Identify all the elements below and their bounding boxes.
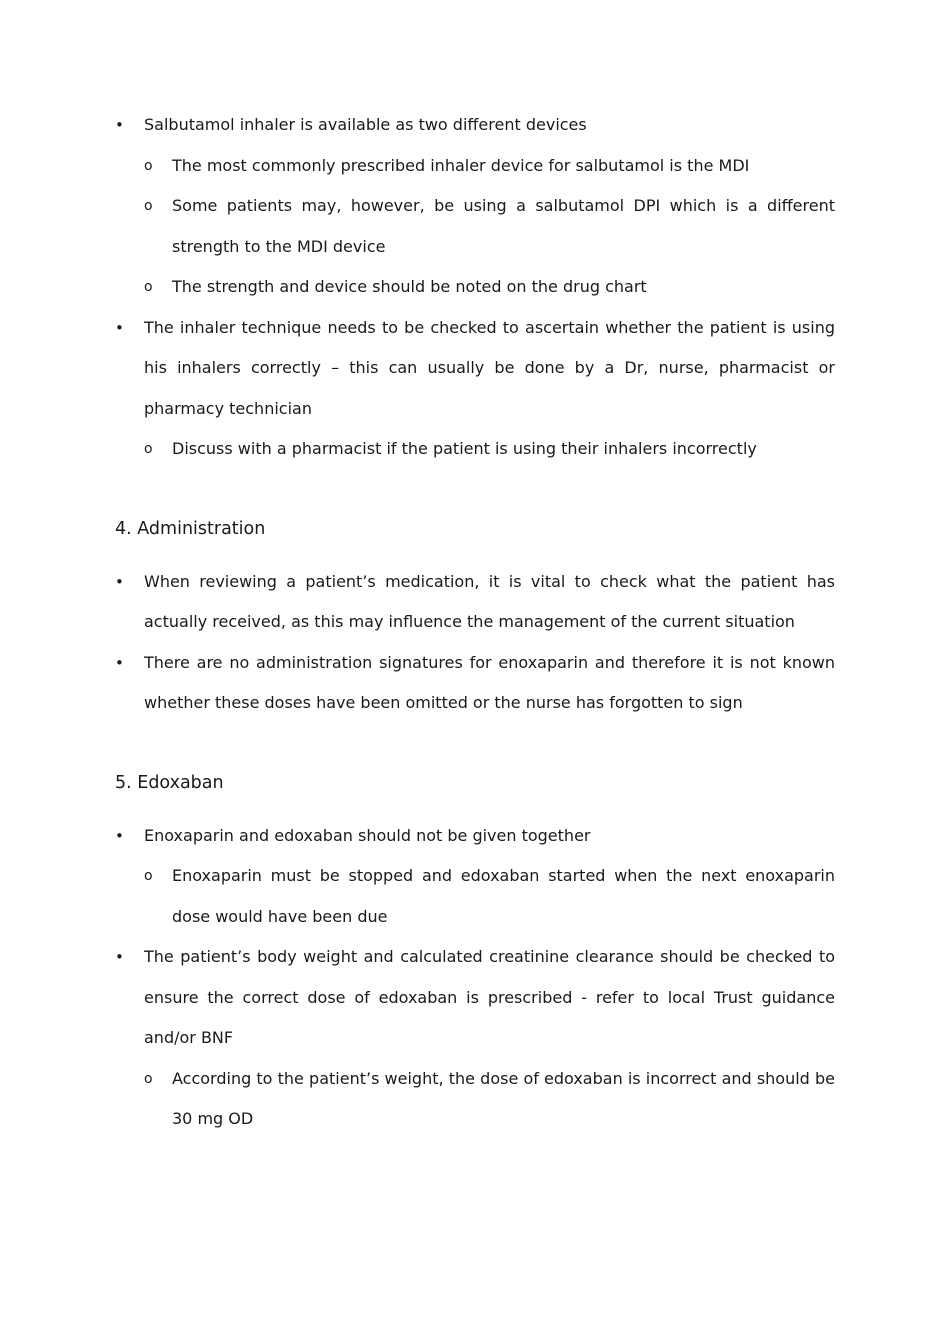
bullet-marker: •: [115, 653, 124, 672]
sub-bullet-marker: o: [144, 198, 153, 214]
list-item: [115, 105, 835, 146]
bullet-marker: •: [115, 318, 124, 337]
sub-bullet-marker: o: [144, 441, 153, 457]
sub-list-item-text: According to the patient’s weight, the dose of edoxaban is incorrect and should be 30 mg OD: [172, 1068, 835, 1128]
list-item-text: There are no administration signatures for enoxaparin and therefore it is not known whether these doses have been omitted or the nurse has forgotten to sign: [144, 652, 835, 712]
sub-list-item-text: Some patients may, however, be using a salbutamol DPI which is a different strength to the MDI device: [172, 196, 835, 256]
list-item: [115, 937, 835, 1059]
bullet-marker: •: [115, 948, 124, 966]
document-content: [115, 105, 835, 1140]
sub-list-item: [115, 856, 835, 937]
bullet-marker: •: [115, 116, 124, 134]
sub-bullet-marker: o: [144, 1070, 153, 1087]
section-heading-edoxaban: 5. Edoxaban: [115, 772, 224, 793]
bullet-marker: •: [115, 572, 124, 591]
list-item: [115, 816, 835, 857]
list-item-text: Enoxaparin and edoxaban should not be given together: [144, 825, 591, 845]
sub-list-item-text: Enoxaparin must be stopped and edoxaban started when the next enoxaparin dose would have been due: [172, 866, 835, 926]
sub-list-item: [115, 429, 835, 470]
sub-list-item-text: The strength and device should be noted on the drug chart: [172, 277, 647, 296]
bullet-marker: •: [115, 826, 124, 845]
sub-list-item: [115, 267, 835, 308]
list-item-text: The patient’s body weight and calculated creatinine clearance should be checked to ensure the correct dose of edoxaban is prescribed - refer to local Trust guidance and/or BNF: [144, 947, 835, 1047]
sub-bullet-marker: o: [144, 279, 153, 295]
sub-list-item-text: The most commonly prescribed inhaler device for salbutamol is the MDI: [172, 155, 750, 175]
list-item-text: When reviewing a patient’s medication, it is vital to check what the patient has actually received, as this may influence the management of the current situation: [144, 571, 835, 631]
sub-bullet-marker: o: [144, 157, 153, 174]
heading-spacer: [115, 549, 835, 562]
list-item-text: The inhaler technique needs to be checked to ascertain whether the patient is using his inhalers correctly – this can usually be done by a Dr, nurse, pharmacist or pharmacy technician: [144, 317, 835, 418]
list-item: [115, 308, 835, 430]
list-item: [115, 643, 835, 724]
list-item-text: Salbutamol inhaler is available as two different devices: [144, 115, 587, 134]
list-item: [115, 562, 835, 643]
sub-bullet-marker: o: [144, 868, 153, 884]
heading-spacer: [115, 803, 835, 816]
sub-list-item-text: Discuss with a pharmacist if the patient is using their inhalers incorrectly: [172, 439, 757, 458]
sub-list-item: [115, 1059, 835, 1140]
sub-list-item: [115, 186, 835, 267]
section-heading-administration: 4. Administration: [115, 518, 266, 539]
section-spacer: [115, 724, 835, 763]
section-spacer: [115, 470, 835, 509]
sub-list-item: [115, 146, 835, 187]
